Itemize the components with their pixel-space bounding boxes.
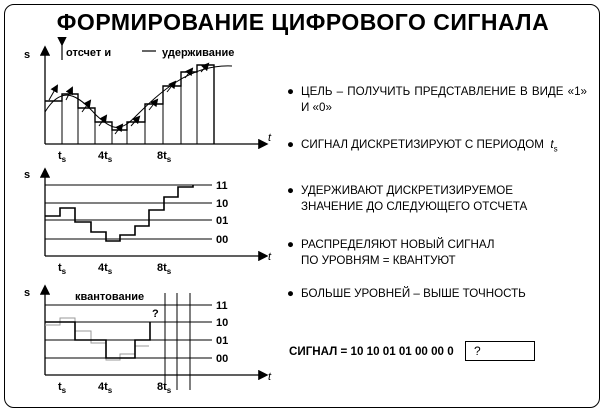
d1-x-label: t <box>268 132 272 144</box>
bullet-quant-line2: ПО УРОВНЯМ = КВАНТУЮТ <box>301 254 456 267</box>
d1-legend-sample: отсчет и <box>66 47 112 59</box>
bullet-sample <box>287 137 558 157</box>
d3-level-11: 11 <box>216 300 228 312</box>
d1-tick-4ts: $4t_s$ <box>98 150 113 164</box>
d2-level-11: 11 <box>216 180 228 192</box>
d3-level-lines <box>45 305 212 358</box>
d2-level-lines <box>45 185 212 239</box>
d3-level-01: 01 <box>216 335 229 347</box>
d2-held-signal <box>45 185 193 241</box>
slide-title: ФОРМИРОВАНИЕ ЦИФРОВОГО СИГНАЛА <box>56 9 550 35</box>
d2-tick-8ts: $8t_s$ <box>157 262 172 276</box>
bullet-hold-line1: УДЕРЖИВАЮТ ДИСКРЕТИЗИРУЕМОЕ <box>301 184 514 197</box>
d3-level-10: 10 <box>216 317 229 329</box>
bullet-goal-text: ЦЕЛЬ – ПОЛУЧИТЬ ПРЕДСТАВЛЕНИЕ В ВИДЕ «1» И «0» <box>301 85 587 114</box>
d3-tick-4ts: $4t_s$ <box>98 381 113 395</box>
d1-y-label: s <box>24 49 31 61</box>
signal-unknown-box: ? <box>465 341 535 361</box>
d2-level-01: 01 <box>216 215 229 227</box>
signal-code: СИГНАЛ = 10 10 01 01 00 00 0 <box>289 345 454 358</box>
d1-hold-staircase <box>45 65 214 144</box>
d1-legend-hold: удерживание <box>162 47 235 59</box>
d3-tick-8ts: $8t_s$ <box>157 381 172 395</box>
d2-x-label: t <box>268 251 272 263</box>
bullet-precision-text: БОЛЬШЕ УРОВНЕЙ – ВЫШЕ ТОЧНОСТЬ <box>301 287 526 300</box>
d3-held-signal-faint <box>45 318 149 360</box>
d3-x-label: t <box>268 371 272 383</box>
d3-tick-ts: $t_s$ <box>58 381 67 395</box>
d1-tick-8ts: $8t_s$ <box>157 150 172 164</box>
d2-tick-ts: $t_s$ <box>58 262 67 276</box>
bullet-goal <box>287 84 587 116</box>
bullet-dot: ● <box>287 184 295 197</box>
diagram-levels <box>24 169 272 276</box>
d2-level-10: 10 <box>216 198 229 210</box>
bullet-hold-line2: ЗНАЧЕНИЕ ДО СЛЕДУЮЩЕГО ОТСЧЕТА <box>301 200 528 213</box>
d1-sample-arrows <box>49 64 208 134</box>
bullet-quant-line1: РАСПРЕДЕЛЯЮТ НОВЫЙ СИГНАЛ <box>301 238 495 251</box>
bullet-dot: ● <box>287 287 295 300</box>
bullet-quant <box>287 237 494 269</box>
d3-y-label: s <box>24 287 31 299</box>
diagram-quantization <box>24 287 272 395</box>
bullet-dot: ● <box>287 138 295 151</box>
d3-level-00: 00 <box>216 353 229 365</box>
d1-tick-ts: $t_s$ <box>58 150 67 164</box>
bullet-hold <box>287 183 527 215</box>
bullet-dot: ● <box>287 238 295 251</box>
bullet-precision <box>287 286 526 302</box>
diagram-sample-hold <box>24 44 272 164</box>
d3-quant-label: квантование <box>75 291 145 303</box>
d2-tick-4ts: $4t_s$ <box>98 262 113 276</box>
d3-question-mark: ? <box>152 308 159 320</box>
bullet-dot: ● <box>287 85 295 98</box>
d2-level-00: 00 <box>216 234 229 246</box>
d2-y-label: s <box>24 169 31 181</box>
bullet-sample-text: СИГНАЛ ДИСКРЕТИЗИРУЮТ С ПЕРИОДОМ $t_s$ <box>301 138 558 154</box>
